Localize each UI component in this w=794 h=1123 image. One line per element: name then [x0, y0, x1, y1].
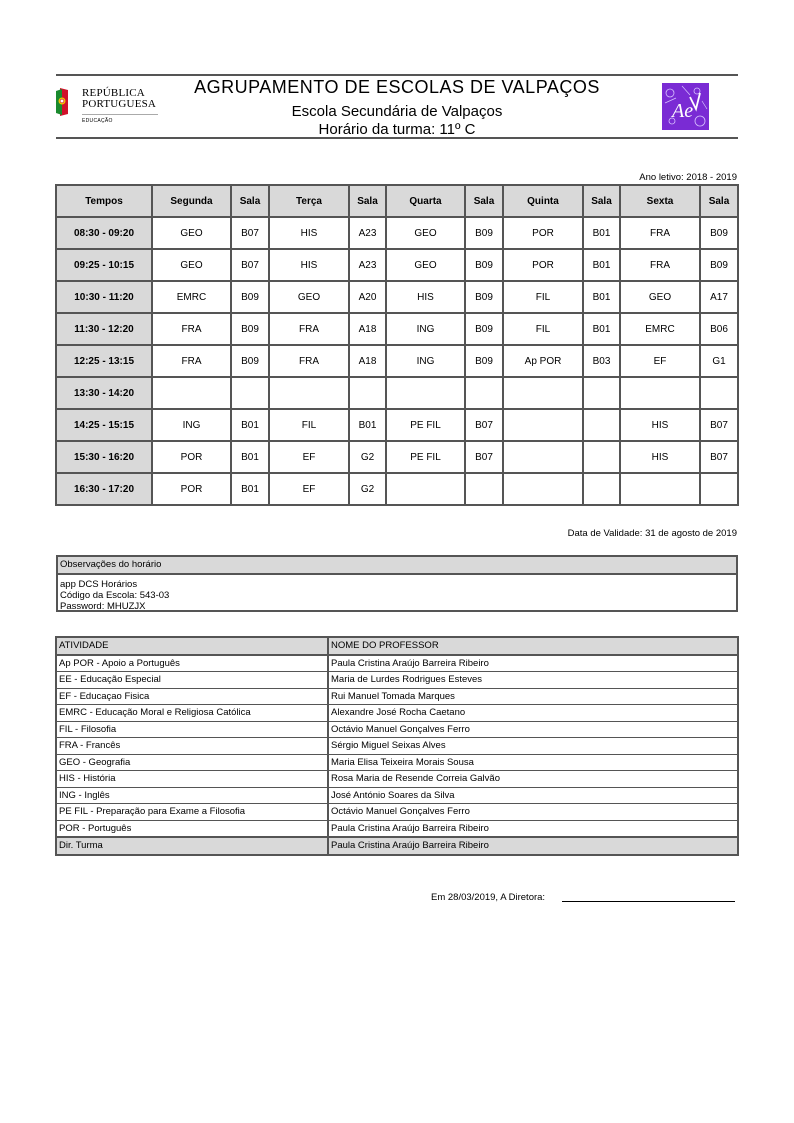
teacher-cell: Rui Manuel Tomada Marques [328, 688, 738, 705]
subject-cell [620, 473, 700, 505]
activity-cell: POR - Português [56, 820, 328, 837]
teacher-cell: Octávio Manuel Gonçalves Ferro [328, 804, 738, 821]
school-year: Ano letivo: 2018 - 2019 [639, 172, 737, 183]
subject-cell [503, 409, 583, 441]
room-cell: B03 [583, 345, 620, 377]
subject-cell: GEO [386, 217, 465, 249]
subject-cell: ING [386, 345, 465, 377]
room-cell [231, 377, 269, 409]
column-header-sala: Sala [231, 185, 269, 217]
subject-cell: EMRC [620, 313, 700, 345]
table-row [56, 313, 738, 345]
subject-cell: EF [620, 345, 700, 377]
table-row [56, 281, 738, 313]
teacher-cell: Paula Cristina Araújo Barreira Ribeiro [328, 655, 738, 672]
room-cell: A18 [349, 313, 386, 345]
subject-cell: ING [386, 313, 465, 345]
subject-cell: FIL [269, 409, 349, 441]
room-cell: B01 [231, 473, 269, 505]
room-cell [700, 473, 738, 505]
director-name: Paula Cristina Araújo Barreira Ribeiro [328, 837, 738, 855]
activity-cell: FIL - Filosofia [56, 721, 328, 738]
subject-cell: GEO [152, 249, 231, 281]
room-cell: B01 [231, 441, 269, 473]
room-cell: B01 [583, 313, 620, 345]
table-row [56, 820, 738, 837]
room-cell [700, 377, 738, 409]
activity-cell: ING - Inglês [56, 787, 328, 804]
table-row [56, 345, 738, 377]
subject-cell [152, 377, 231, 409]
room-cell: B06 [700, 313, 738, 345]
svg-text:Ae: Ae [672, 100, 694, 122]
table-row [56, 705, 738, 722]
subject-cell: EF [269, 441, 349, 473]
room-cell: B01 [231, 409, 269, 441]
observation-line: app DCS Horários [60, 579, 138, 590]
director-label: Dir. Turma [56, 837, 328, 855]
subject-cell: Ap POR [503, 345, 583, 377]
observations-body [58, 575, 736, 610]
signature-label: Em 28/03/2019, A Diretora: [431, 892, 546, 903]
validity-date: Data de Validade: 31 de agosto de 2019 [567, 528, 737, 539]
subject-cell: GEO [152, 217, 231, 249]
subject-cell: FRA [620, 249, 700, 281]
subject-cell: HIS [386, 281, 465, 313]
observation-line: Password: MHUZJX [60, 601, 146, 612]
room-cell: G1 [700, 345, 738, 377]
table-row [56, 249, 738, 281]
room-cell [465, 473, 503, 505]
room-cell: B07 [465, 409, 503, 441]
subject-cell: HIS [620, 441, 700, 473]
room-cell [349, 377, 386, 409]
room-cell: B01 [583, 217, 620, 249]
schedule-header-row [56, 185, 738, 217]
logo-divider [82, 114, 158, 115]
room-cell: B01 [583, 249, 620, 281]
room-cell: A17 [700, 281, 738, 313]
column-header-segunda: Segunda [152, 185, 231, 217]
room-cell: B09 [700, 217, 738, 249]
class-label: Horário da turma: 11º C [318, 121, 476, 138]
subject-cell: FRA [152, 313, 231, 345]
room-cell [465, 377, 503, 409]
teacher-cell: Alexandre José Rocha Caetano [328, 705, 738, 722]
room-cell: B09 [231, 281, 269, 313]
time-slot: 13:30 - 14:20 [56, 377, 152, 409]
table-row [56, 738, 738, 755]
table-row [56, 754, 738, 771]
subject-cell: HIS [269, 249, 349, 281]
column-header-quinta: Quinta [503, 185, 583, 217]
teachers-table [55, 636, 739, 856]
ae-logo-icon [662, 83, 709, 130]
room-cell: G2 [349, 473, 386, 505]
room-cell: B01 [583, 281, 620, 313]
subject-cell: GEO [269, 281, 349, 313]
school-name: Escola Secundária de Valpaços [291, 103, 503, 120]
logo-line-3: EDUCAÇÃO [82, 118, 113, 124]
school-logo [662, 83, 709, 130]
subject-cell [386, 473, 465, 505]
table-row [56, 787, 738, 804]
room-cell: B07 [700, 441, 738, 473]
table-row [56, 377, 738, 409]
subject-cell: EF [269, 473, 349, 505]
table-row [56, 441, 738, 473]
page-title: AGRUPAMENTO DE ESCOLAS DE VALPAÇOS [194, 77, 600, 97]
subject-cell: GEO [620, 281, 700, 313]
subject-cell: FRA [269, 345, 349, 377]
observations-title: Observações do horário [58, 557, 736, 575]
room-cell: B09 [231, 313, 269, 345]
room-cell: B09 [231, 345, 269, 377]
time-slot: 09:25 - 10:15 [56, 249, 152, 281]
room-cell [583, 441, 620, 473]
column-header-sala: Sala [583, 185, 620, 217]
room-cell [583, 473, 620, 505]
time-slot: 11:30 - 12:20 [56, 313, 152, 345]
subject-cell: FRA [269, 313, 349, 345]
column-header-atividade: ATIVIDADE [56, 637, 328, 655]
subject-cell: POR [152, 441, 231, 473]
room-cell: A20 [349, 281, 386, 313]
subject-cell: POR [152, 473, 231, 505]
room-cell [583, 377, 620, 409]
teacher-cell: Paula Cristina Araújo Barreira Ribeiro [328, 820, 738, 837]
table-row [56, 804, 738, 821]
teacher-cell: Octávio Manuel Gonçalves Ferro [328, 721, 738, 738]
activity-cell: EE - Educação Especial [56, 672, 328, 689]
subject-cell: POR [503, 249, 583, 281]
room-cell: B07 [465, 441, 503, 473]
teacher-cell: Maria Elisa Teixeira Morais Sousa [328, 754, 738, 771]
teacher-cell: Sérgio Miguel Seixas Alves [328, 738, 738, 755]
teacher-cell: Maria de Lurdes Rodrigues Esteves [328, 672, 738, 689]
subject-cell: HIS [269, 217, 349, 249]
portuguese-flag-icon [56, 88, 68, 116]
subject-cell [269, 377, 349, 409]
teachers-header-row [56, 637, 738, 655]
logo-text [82, 88, 156, 110]
table-row [56, 473, 738, 505]
room-cell: G2 [349, 441, 386, 473]
room-cell: A23 [349, 249, 386, 281]
time-slot: 14:25 - 15:15 [56, 409, 152, 441]
room-cell: B09 [465, 249, 503, 281]
time-slot: 15:30 - 16:20 [56, 441, 152, 473]
subject-cell [386, 377, 465, 409]
time-slot: 12:25 - 13:15 [56, 345, 152, 377]
room-cell: B01 [349, 409, 386, 441]
subject-cell [503, 473, 583, 505]
subject-cell: FIL [503, 281, 583, 313]
activity-cell: Ap POR - Apoio a Português [56, 655, 328, 672]
table-row [56, 672, 738, 689]
room-cell: A18 [349, 345, 386, 377]
column-header-terca: Terça [269, 185, 349, 217]
subject-cell [503, 377, 583, 409]
activity-cell: HIS - História [56, 771, 328, 788]
subject-cell: ING [152, 409, 231, 441]
observation-line: Código da Escola: 543-03 [60, 590, 170, 601]
subject-cell [503, 441, 583, 473]
subject-cell: FRA [620, 217, 700, 249]
activity-cell: EMRC - Educação Moral e Religiosa Católica [56, 705, 328, 722]
logo-line-1: REPÚBLICA [82, 87, 145, 99]
subject-cell: EMRC [152, 281, 231, 313]
room-cell: B09 [700, 249, 738, 281]
logo-line-2: PORTUGUESA [82, 98, 157, 110]
room-cell: B09 [465, 313, 503, 345]
subject-cell: PE FIL [386, 409, 465, 441]
table-row [56, 409, 738, 441]
subject-cell [620, 377, 700, 409]
room-cell: B07 [700, 409, 738, 441]
observations-box [56, 555, 738, 612]
activity-cell: GEO - Geografia [56, 754, 328, 771]
table-row [56, 688, 738, 705]
table-row [56, 217, 738, 249]
signature-line [562, 901, 735, 902]
room-cell: B07 [231, 249, 269, 281]
column-header-sala: Sala [349, 185, 386, 217]
time-slot: 08:30 - 09:20 [56, 217, 152, 249]
table-row [56, 771, 738, 788]
activity-cell: FRA - Francês [56, 738, 328, 755]
subject-cell: PE FIL [386, 441, 465, 473]
column-header-sala: Sala [465, 185, 503, 217]
schedule-table [55, 184, 739, 506]
room-cell: B09 [465, 345, 503, 377]
subject-cell: GEO [386, 249, 465, 281]
column-header-tempos: Tempos [56, 185, 152, 217]
activity-cell: EF - Educaçao Fisica [56, 688, 328, 705]
table-row [56, 721, 738, 738]
subject-cell: HIS [620, 409, 700, 441]
column-header-sexta: Sexta [620, 185, 700, 217]
table-row [56, 655, 738, 672]
header-top-rule [56, 74, 738, 76]
time-slot: 16:30 - 17:20 [56, 473, 152, 505]
room-cell: A23 [349, 217, 386, 249]
activity-cell: PE FIL - Preparação para Exame a Filosofia [56, 804, 328, 821]
teacher-cell: José António Soares da Silva [328, 787, 738, 804]
subject-cell: FRA [152, 345, 231, 377]
room-cell [583, 409, 620, 441]
subject-cell: POR [503, 217, 583, 249]
class-director-row [56, 837, 738, 855]
subject-cell: FIL [503, 313, 583, 345]
column-header-sala: Sala [700, 185, 738, 217]
teacher-cell: Rosa Maria de Resende Correia Galvão [328, 771, 738, 788]
room-cell: B09 [465, 281, 503, 313]
time-slot: 10:30 - 11:20 [56, 281, 152, 313]
column-header-quarta: Quarta [386, 185, 465, 217]
room-cell: B07 [231, 217, 269, 249]
column-header-professor: NOME DO PROFESSOR [328, 637, 738, 655]
room-cell: B09 [465, 217, 503, 249]
